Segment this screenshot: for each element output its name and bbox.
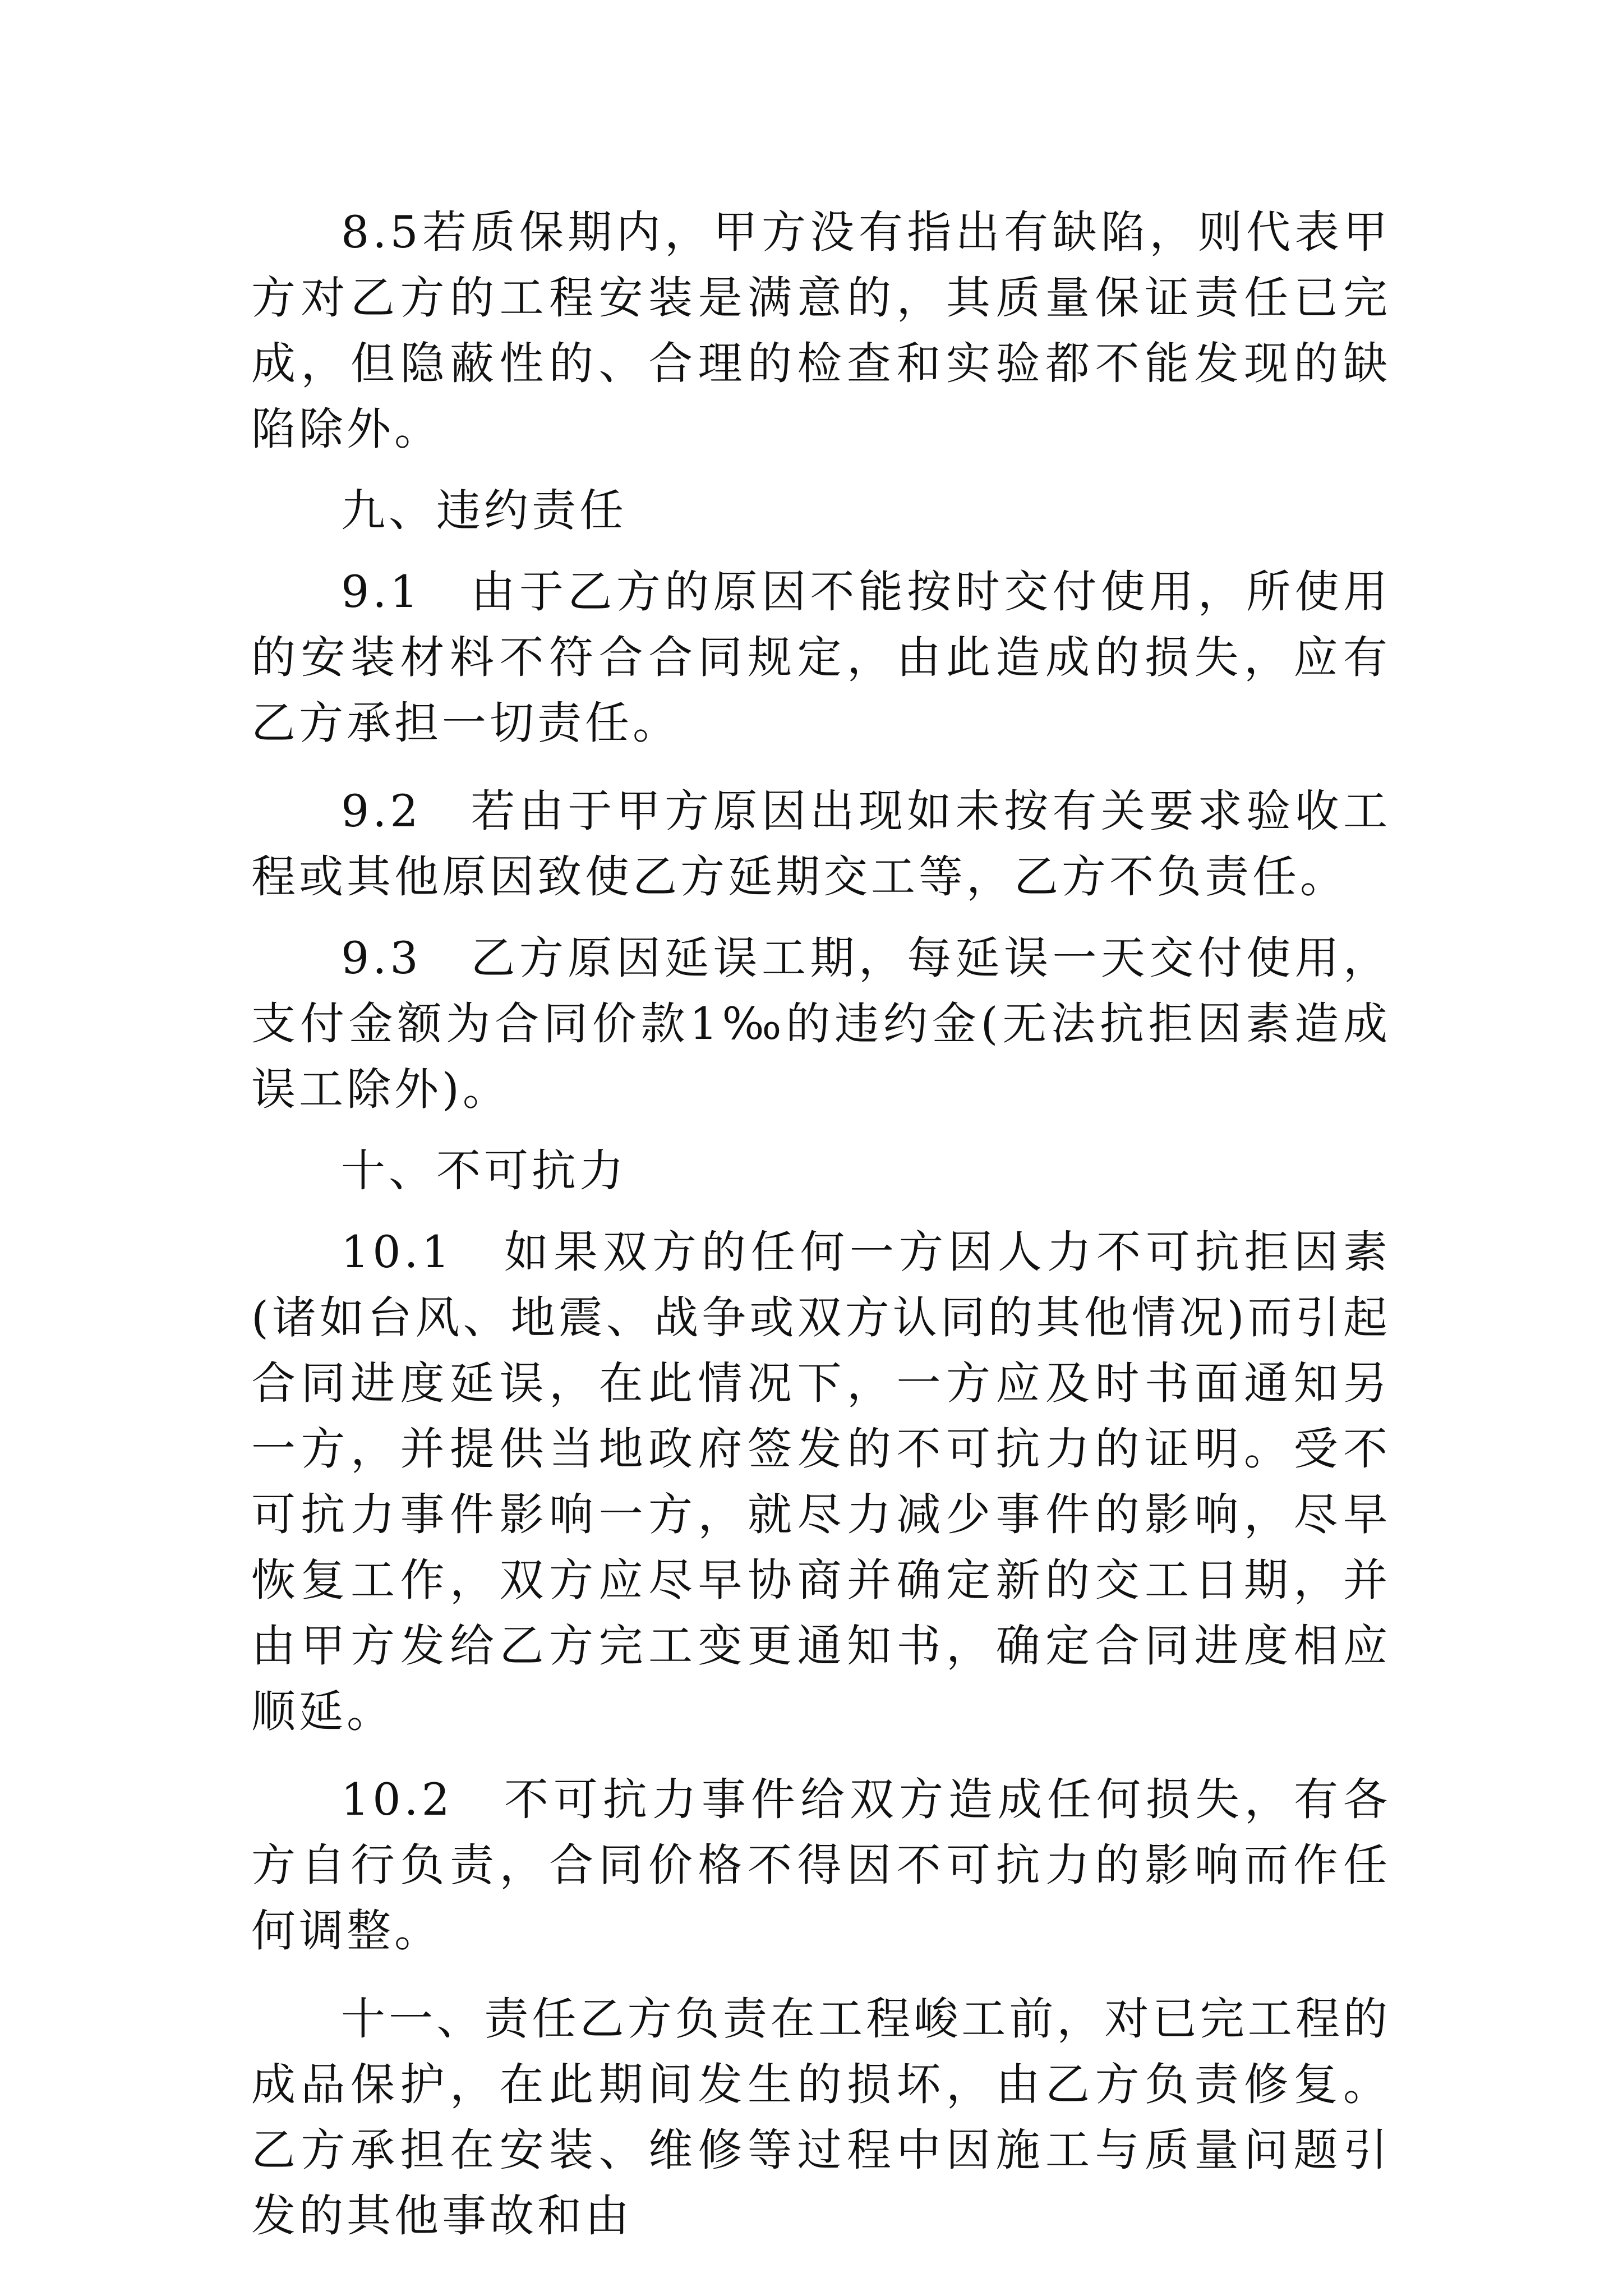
paragraph-gap xyxy=(251,1964,1391,1986)
paragraph-gap xyxy=(251,756,1391,779)
paragraph-9-2: 9.2 若由于甲方原因出现如未按有关要求验收工程或其他原因致使乙方延期交工等，乙方不负责任。 xyxy=(251,785,1391,903)
paragraph-9-3: 9.3 乙方原因延误工期，每延误一天交付使用，支付金额为合同价款1‰的违约金(无法抗拒因素造成误工除外)。 xyxy=(251,932,1391,1115)
paragraph-gap xyxy=(251,1122,1391,1138)
paragraph-gap xyxy=(251,544,1391,559)
paragraph-10-1: 10.1 如果双方的任何一方因人力不可抗拒因素(诸如台风、地震、战争或双方认同的其他情况)而引起合同进度延误，在此情况下，一方应及时书面通知另一方，并提供当地政府签发的不可抗力的证明。受不可抗力事件影响一方，就尽力减少事件的影响，尽早恢复工作，双方应尽早协商并确定新的交工日期，并由甲方发给乙方完工变更通知书，确定合同进度相应顺延。 xyxy=(251,1226,1391,1737)
paragraph-9-1: 9.1 由于乙方的原因不能按时交付使用，所使用的安装材料不符合合同规定，由此造成的损失，应有乙方承担一切责任。 xyxy=(251,566,1391,749)
paragraph-gap xyxy=(251,1745,1391,1767)
paragraph-10-2: 10.2 不可抗力事件给双方造成任何损失，有各方自行负责，合同价格不得因不可抗力的影响而作任何调整。 xyxy=(251,1774,1391,1957)
paragraph-gap xyxy=(251,1204,1391,1220)
section-heading-breach-liability: 九、违约责任 xyxy=(341,485,627,536)
paragraph-8-5: 8.5若质保期内，甲方没有指出有缺陷，则代表甲方对乙方的工程安装是满意的，其质量保证责任已完成，但隐蔽性的、合理的检查和实验都不能发现的缺陷除外。 xyxy=(251,206,1391,455)
paragraph-gap xyxy=(251,910,1391,926)
paragraph-11: 十一、责任乙方负责在工程峻工前，对已完工程的成品保护，在此期间发生的损坏，由乙方负责修复。乙方承担在安装、维修等过程中因施工与质量问题引发的其他事故和由 xyxy=(251,1993,1391,2242)
section-heading-force-majeure: 十、不可抗力 xyxy=(341,1145,627,1197)
document-body xyxy=(251,200,1391,2249)
paragraph-gap xyxy=(251,462,1391,478)
